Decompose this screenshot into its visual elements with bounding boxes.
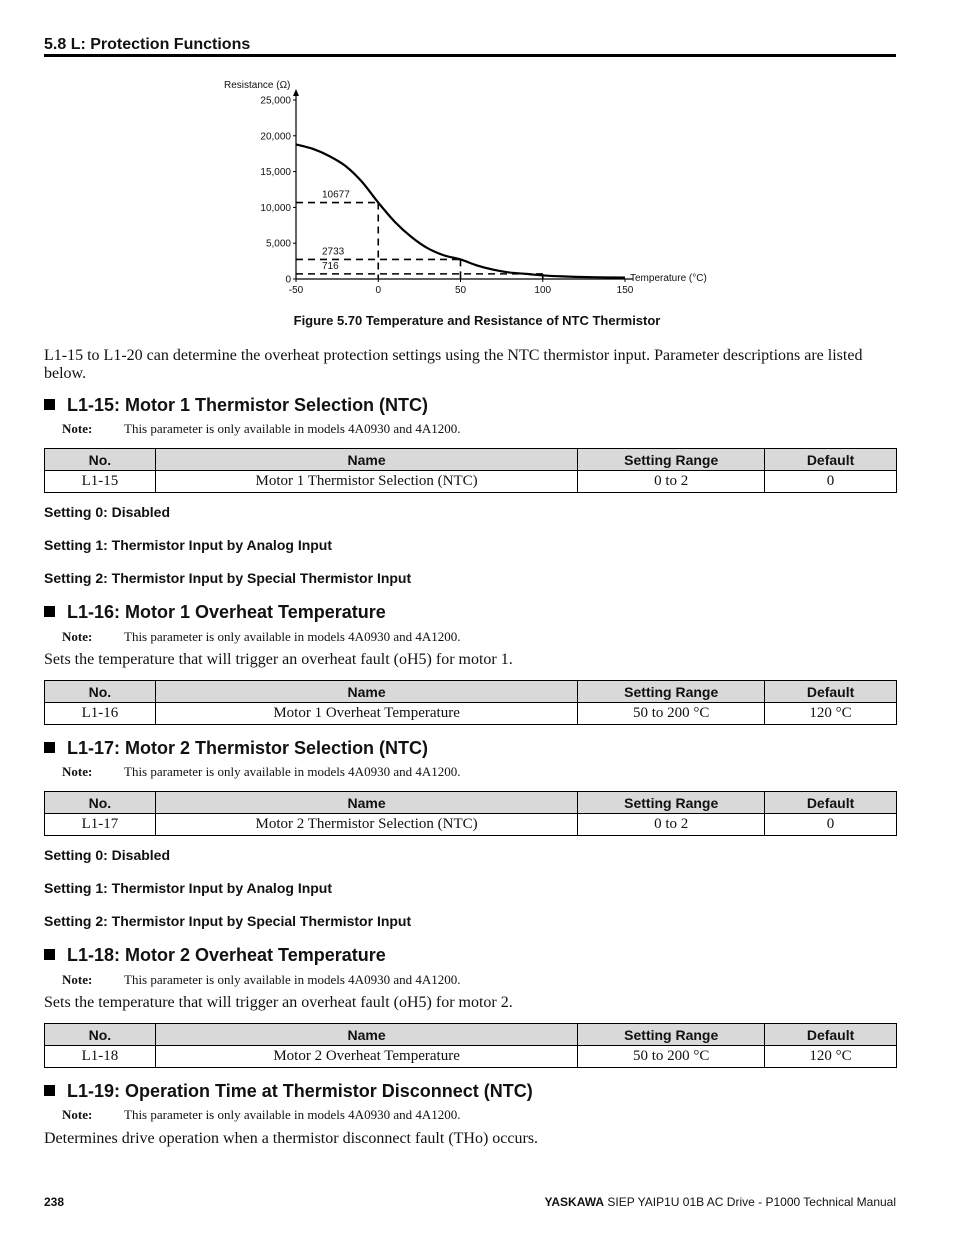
note-text: This parameter is only available in models 4A0930 and 4A1200. <box>124 764 461 779</box>
footer-manual-title <box>544 1195 896 1209</box>
cell-no: L1-17 <box>45 814 156 836</box>
setting-1-l1-15: Setting 1: Thermistor Input by Analog Input <box>44 537 333 553</box>
table-row <box>45 1046 897 1068</box>
x-tick-label: -50 <box>288 285 304 296</box>
footer-brand: YASKAWA <box>544 1195 605 1209</box>
note-label: Note: <box>62 764 93 779</box>
figure-caption: Figure 5.70 Temperature and Resistance of NTC Thermistor <box>293 313 661 328</box>
section-heading-text: L1-19: Operation Time at Thermistor Disconnect (NTC) <box>67 1081 533 1101</box>
y-tick-label: 10,000 <box>260 202 291 214</box>
note-label: Note: <box>62 421 93 436</box>
ntc-chart <box>220 76 720 296</box>
col-header-no: No. <box>45 792 156 814</box>
intro-paragraph: L1-15 to L1-20 can determine the overheat protection settings using the NTC thermistor input. Parameter descriptions are listed below. <box>44 347 863 382</box>
cell-name: Motor 2 Thermistor Selection (NTC) <box>155 814 577 836</box>
col-header-name: Name <box>155 792 577 814</box>
y-tick-label: 20,000 <box>260 131 291 143</box>
section-heading-text: L1-17: Motor 2 Thermistor Selection (NTC) <box>67 738 429 758</box>
x-tick-label: 0 <box>375 285 382 296</box>
y-axis-arrow-icon <box>293 89 299 96</box>
col-header-default: Default <box>765 681 897 703</box>
note-label: Note: <box>62 629 93 644</box>
cell-no: L1-18 <box>45 1046 156 1068</box>
description-l1-19: Determines drive operation when a thermistor disconnect fault (THo) occurs. <box>44 1130 539 1147</box>
y-tick-label: 25,000 <box>260 95 291 107</box>
note-l1-18 <box>62 972 460 988</box>
section-bullet-icon <box>44 606 55 617</box>
note-text: This parameter is only available in models 4A0930 and 4A1200. <box>124 1107 461 1122</box>
reference-value-label: 716 <box>322 260 339 272</box>
col-header-name: Name <box>155 1024 577 1046</box>
cell-no: L1-15 <box>45 471 156 493</box>
table-row <box>45 703 897 725</box>
cell-name: Motor 2 Overheat Temperature <box>155 1046 577 1068</box>
cell-default: 120 °C <box>765 1046 897 1068</box>
table-header-row <box>45 449 897 471</box>
table-header-row <box>45 681 897 703</box>
note-text: This parameter is only available in models 4A0930 and 4A1200. <box>124 972 461 987</box>
setting-0-l1-17: Setting 0: Disabled <box>44 847 171 863</box>
col-header-range: Setting Range <box>578 1024 765 1046</box>
col-header-default: Default <box>765 449 897 471</box>
footer-page-number: 238 <box>44 1195 65 1209</box>
setting-2-l1-15: Setting 2: Thermistor Input by Special Thermistor Input <box>44 570 412 586</box>
cell-range: 50 to 200 °C <box>578 703 765 725</box>
col-header-no: No. <box>45 449 156 471</box>
x-tick-label: 50 <box>454 285 467 296</box>
y-tick-label: 0 <box>285 274 291 286</box>
setting-0-l1-15: Setting 0: Disabled <box>44 504 171 520</box>
col-header-range: Setting Range <box>578 449 765 471</box>
note-l1-17 <box>62 764 460 780</box>
description-l1-16: Sets the temperature that will trigger an overheat fault (oH5) for motor 1. <box>44 651 513 668</box>
section-bullet-icon <box>44 742 55 753</box>
table-header-row <box>45 1024 897 1046</box>
note-label: Note: <box>62 1107 93 1122</box>
section-heading-l1-19 <box>44 1081 533 1102</box>
section-heading-l1-18 <box>44 945 386 966</box>
setting-2-l1-17: Setting 2: Thermistor Input by Special Thermistor Input <box>44 913 412 929</box>
table-row <box>45 814 897 836</box>
col-header-default: Default <box>765 792 897 814</box>
cell-range: 0 to 2 <box>578 814 765 836</box>
cell-range: 0 to 2 <box>578 471 765 493</box>
note-label: Note: <box>62 972 93 987</box>
footer-manual-text: SIEP YAIP1U 01B AC Drive - P1000 Technical Manual <box>604 1195 896 1209</box>
note-text: This parameter is only available in models 4A0930 and 4A1200. <box>124 421 461 436</box>
y-axis-label: Resistance (Ω) <box>224 80 291 91</box>
header-rule <box>44 54 896 57</box>
col-header-range: Setting Range <box>578 792 765 814</box>
section-heading-text: L1-16: Motor 1 Overheat Temperature <box>67 602 386 622</box>
section-heading-l1-15 <box>44 395 428 416</box>
cell-range: 50 to 200 °C <box>578 1046 765 1068</box>
section-bullet-icon <box>44 399 55 410</box>
table-row <box>45 471 897 493</box>
cell-default: 0 <box>765 471 897 493</box>
section-bullet-icon <box>44 949 55 960</box>
note-l1-16 <box>62 629 460 645</box>
section-heading-l1-17 <box>44 738 428 759</box>
section-heading-l1-16 <box>44 602 386 623</box>
page-header-title: 5.8 L: Protection Functions <box>44 36 251 53</box>
note-l1-19 <box>62 1107 460 1123</box>
description-l1-18: Sets the temperature that will trigger an overheat fault (oH5) for motor 2. <box>44 994 513 1011</box>
cell-name: Motor 1 Overheat Temperature <box>155 703 577 725</box>
param-table-l1-18 <box>44 1023 897 1068</box>
section-bullet-icon <box>44 1085 55 1096</box>
section-heading-text: L1-18: Motor 2 Overheat Temperature <box>67 945 386 965</box>
param-table-l1-17 <box>44 791 897 836</box>
cell-default: 0 <box>765 814 897 836</box>
col-header-default: Default <box>765 1024 897 1046</box>
ntc-chart-svg <box>220 76 720 296</box>
x-axis-label: Temperature (°C) <box>630 273 707 284</box>
y-tick-label: 5,000 <box>265 238 291 250</box>
col-header-name: Name <box>155 449 577 471</box>
cell-default: 120 °C <box>765 703 897 725</box>
param-table-l1-15 <box>44 448 897 493</box>
cell-name: Motor 1 Thermistor Selection (NTC) <box>155 471 577 493</box>
setting-1-l1-17: Setting 1: Thermistor Input by Analog Input <box>44 880 333 896</box>
col-header-no: No. <box>45 1024 156 1046</box>
x-tick-label: 100 <box>534 285 552 296</box>
series-line <box>296 144 625 277</box>
table-header-row <box>45 792 897 814</box>
col-header-no: No. <box>45 681 156 703</box>
note-text: This parameter is only available in models 4A0930 and 4A1200. <box>124 629 461 644</box>
note-l1-15 <box>62 421 460 437</box>
y-tick-label: 15,000 <box>260 167 291 179</box>
col-header-name: Name <box>155 681 577 703</box>
col-header-range: Setting Range <box>578 681 765 703</box>
section-heading-text: L1-15: Motor 1 Thermistor Selection (NTC) <box>67 395 429 415</box>
param-table-l1-16 <box>44 680 897 725</box>
cell-no: L1-16 <box>45 703 156 725</box>
reference-value-label: 2733 <box>322 246 345 258</box>
x-tick-label: 150 <box>616 285 634 296</box>
reference-value-label: 10677 <box>322 189 350 201</box>
